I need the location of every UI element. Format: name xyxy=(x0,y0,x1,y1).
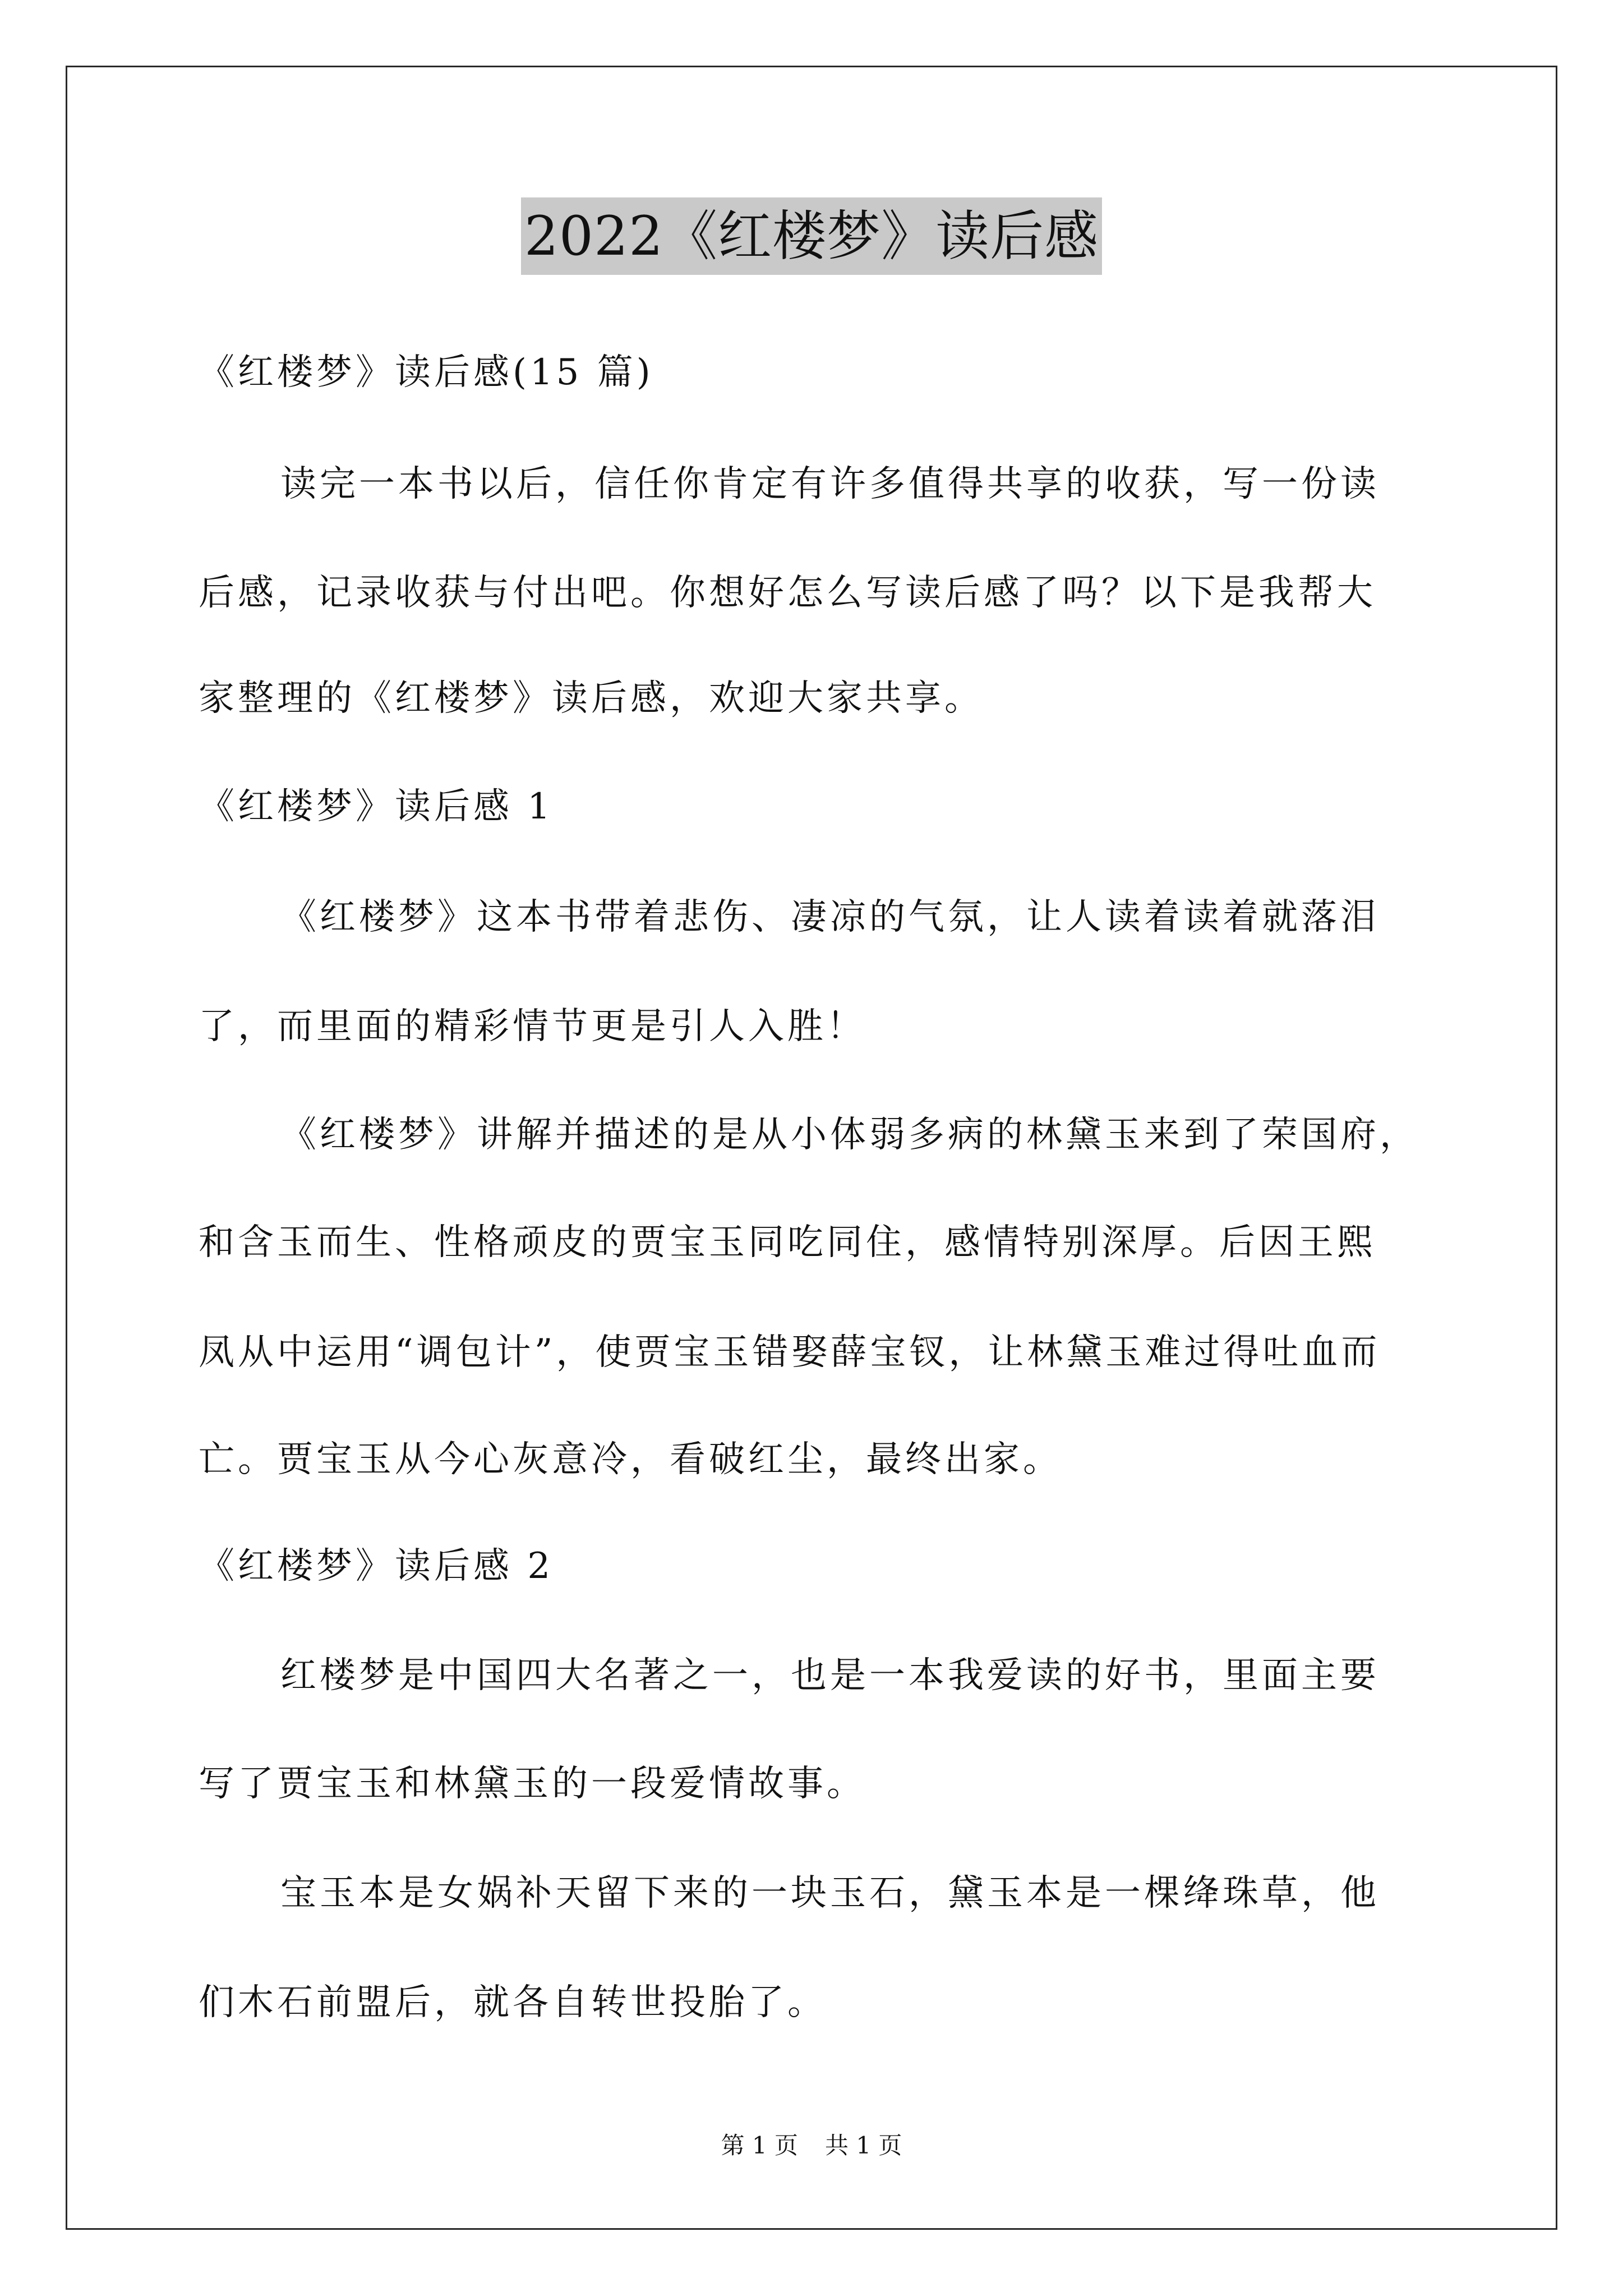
paragraph-line: 红楼梦是中国四大名著之一，也是一本我爱读的好书，里面主要 xyxy=(280,1655,1380,1696)
paragraph-line: 《红楼梦》这本书带着悲伤、凄凉的气氛，让人读着读着就落泪 xyxy=(280,896,1380,938)
title-block xyxy=(0,197,1623,275)
page-total: 共 1 页 xyxy=(825,2132,902,2159)
paragraph-line: 了，而里面的精彩情节更是引人入胜！ xyxy=(199,1006,866,1047)
paragraph-line: 凤从中运用“调包计”，使贾宝玉错娶薛宝钗，让林黛玉难过得吐血而 xyxy=(199,1332,1381,1373)
paragraph-line: 家整理的《红楼梦》读后感，欢迎大家共享。 xyxy=(199,678,984,719)
paragraph-line: 《红楼梦》讲解并描述的是从小体弱多病的林黛玉来到了荣国府， xyxy=(280,1114,1419,1156)
paragraph-line: 和含玉而生、性格顽皮的贾宝玉同吃同住，感情特别深厚。后因王熙 xyxy=(199,1222,1376,1263)
document-title: 2022《红楼梦》读后感 xyxy=(521,197,1102,275)
intro-heading: 《红楼梦》读后感(15 篇) xyxy=(199,352,654,393)
section-heading-2: 《红楼梦》读后感 2 xyxy=(199,1545,554,1587)
paragraph-line: 读完一本书以后，信任你肯定有许多值得共享的收获，写一份读 xyxy=(280,463,1380,505)
paragraph-line: 宝玉本是女娲补天留下来的一块玉石，黛玉本是一棵绛珠草，他 xyxy=(280,1872,1380,1914)
page-number: 第 1 页 xyxy=(721,2132,798,2159)
paragraph-line: 写了贾宝玉和林黛玉的一段爱情故事。 xyxy=(199,1763,866,1805)
page-footer xyxy=(0,2129,1623,2162)
paragraph-line: 们木石前盟后，就各自转世投胎了。 xyxy=(199,1982,827,2023)
paragraph-line: 后感，记录收获与付出吧。你想好怎么写读后感了吗？以下是我帮大 xyxy=(199,572,1376,614)
paragraph-line: 亡。贾宝玉从今心灰意冷，看破红尘，最终出家。 xyxy=(199,1439,1062,1480)
section-heading-1: 《红楼梦》读后感 1 xyxy=(199,786,554,827)
